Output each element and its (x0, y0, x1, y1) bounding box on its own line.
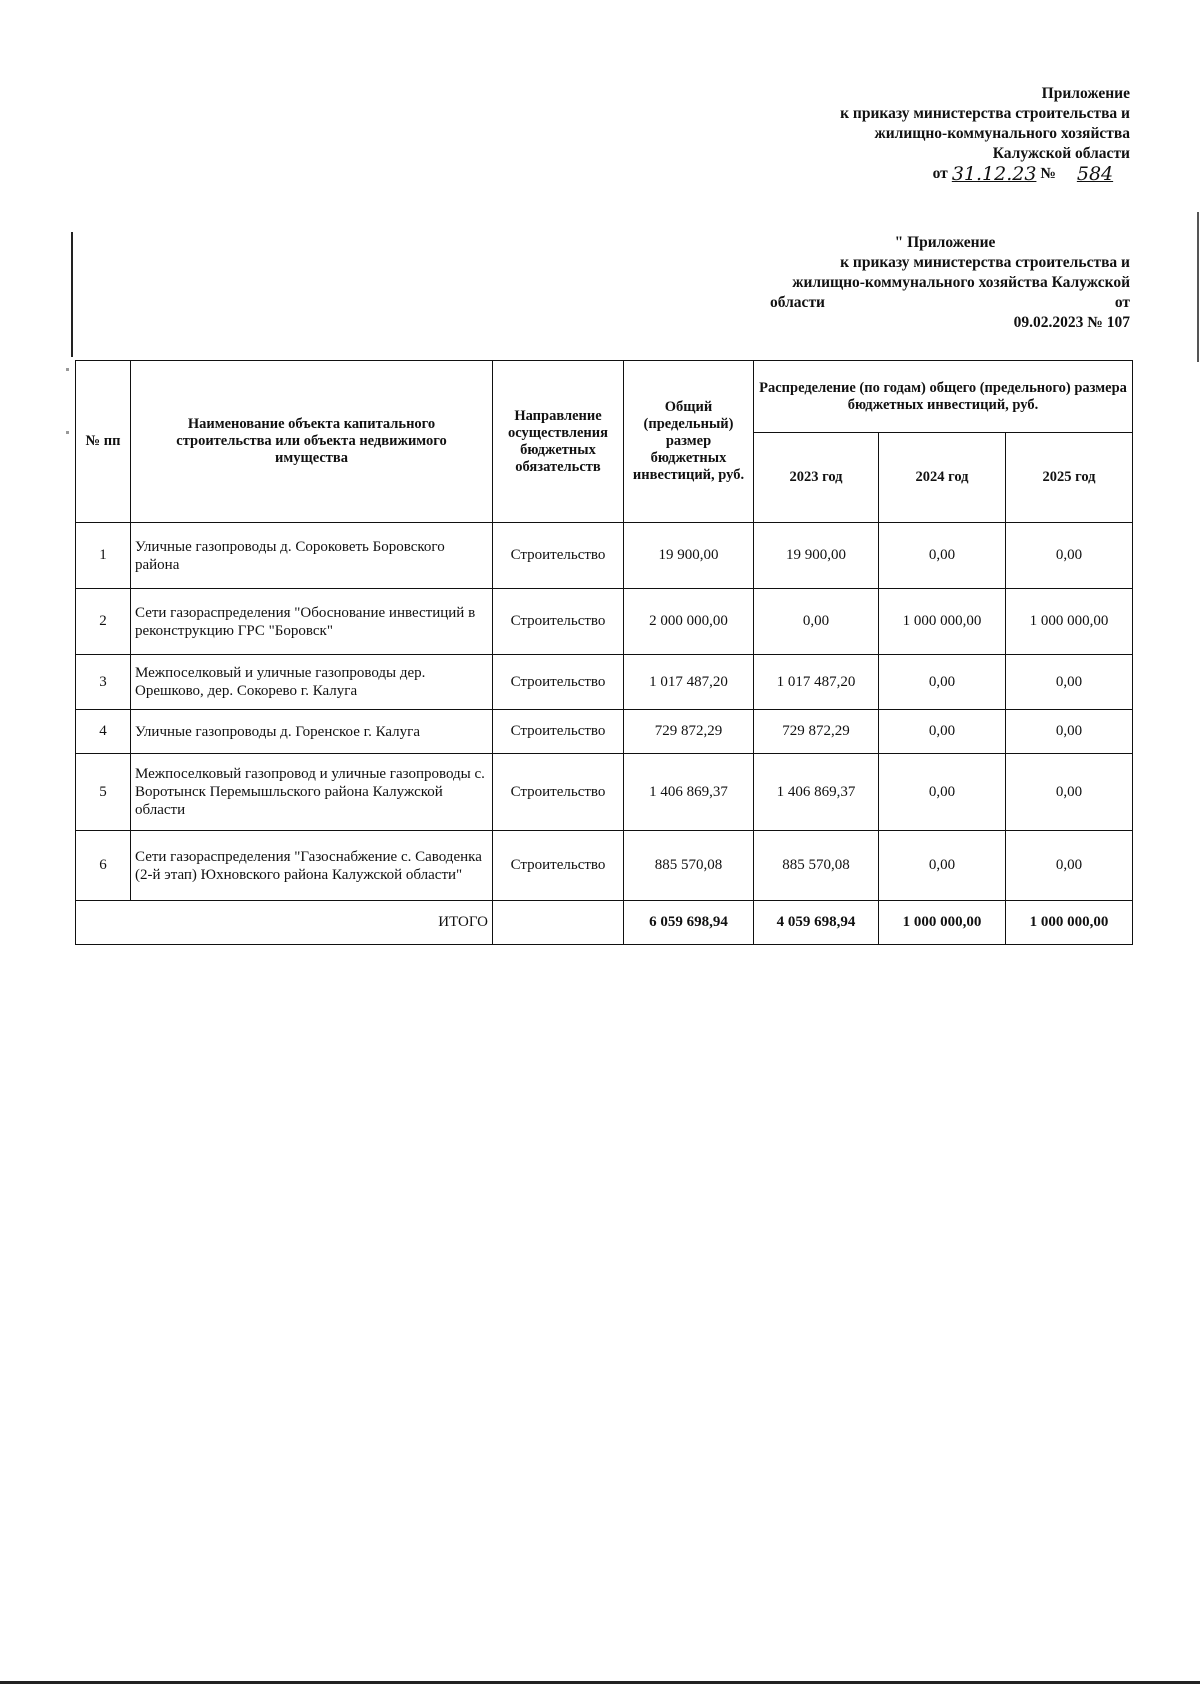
cell-2023: 0,00 (754, 589, 879, 655)
header-line: " Приложение (894, 234, 996, 251)
header-line: к приказу министерства строительства и (840, 254, 1130, 271)
cell-2023: 885 570,08 (754, 831, 879, 901)
col-header-direction: Направление осуществления бюджетных обязательств (493, 361, 624, 523)
header-line: Приложение (1041, 85, 1130, 102)
cell-2025: 1 000 000,00 (1006, 589, 1133, 655)
cell-num: 4 (76, 710, 131, 754)
col-header-2024: 2024 год (879, 433, 1006, 523)
cell-total: 885 570,08 (624, 831, 754, 901)
cell-2023: 1 406 869,37 (754, 754, 879, 831)
number-handwritten: 584 (1076, 163, 1114, 185)
cell-total: 1 406 869,37 (624, 754, 754, 831)
scan-bottom-rule (0, 1681, 1200, 1684)
approval-header (840, 84, 1130, 184)
cell-num: 1 (76, 523, 131, 589)
scan-left-rule (71, 232, 73, 357)
scan-right-rule (1197, 212, 1199, 362)
order-date-number (840, 164, 1130, 184)
date-handwritten: 31.12.23 (951, 163, 1037, 185)
cell-2024: 1 000 000,00 (879, 589, 1006, 655)
investment-table (75, 360, 1133, 945)
total-row (76, 901, 1133, 945)
scan-mark (66, 431, 69, 434)
cell-total: 1 017 487,20 (624, 655, 754, 710)
cell-name: Сети газораспределения "Газоснабжение с. Саводенка (2-й этап) Юхновского района Калужской области" (131, 831, 493, 901)
cell-2025: 0,00 (1006, 754, 1133, 831)
cell-total: 729 872,29 (624, 710, 754, 754)
header-line: жилищно-коммунального хозяйства (874, 125, 1130, 142)
date-prefix: от (932, 165, 948, 182)
cell-direction: Строительство (493, 655, 624, 710)
total-2023: 4 059 698,94 (754, 901, 879, 945)
cell-2024: 0,00 (879, 754, 1006, 831)
total-sum: 6 059 698,94 (624, 901, 754, 945)
cell-num: 3 (76, 655, 131, 710)
cell-2023: 19 900,00 (754, 523, 879, 589)
table-row (76, 710, 1133, 754)
col-header-name: Наименование объекта капитального строительства или объекта недвижимого имущества (131, 361, 493, 523)
col-header-2023: 2023 год (754, 433, 879, 523)
cell-num: 5 (76, 754, 131, 831)
cell-direction: Строительство (493, 589, 624, 655)
cell-name: Межпоселковый и уличные газопроводы дер. Орешково, дер. Сокорево г. Калуга (131, 655, 493, 710)
table-row (76, 754, 1133, 831)
header-line: жилищно-коммунального хозяйства Калужской (792, 274, 1130, 291)
col-header-num: № пп (76, 361, 131, 523)
col-header-total: Общий (предельный) размер бюджетных инвестиций, руб. (624, 361, 754, 523)
cell-2025: 0,00 (1006, 831, 1133, 901)
cell-name: Уличные газопроводы д. Горенское г. Калуга (131, 710, 493, 754)
cell-direction: Строительство (493, 754, 624, 831)
scan-mark (66, 368, 69, 371)
number-prefix: № (1040, 165, 1056, 182)
cell-2024: 0,00 (879, 523, 1006, 589)
cell-2025: 0,00 (1006, 523, 1133, 589)
header-line: Калужской области (992, 145, 1130, 162)
header-row (76, 361, 1133, 433)
previous-order-header (730, 233, 1130, 333)
cell-num: 6 (76, 831, 131, 901)
cell-2025: 0,00 (1006, 710, 1133, 754)
header-line: области от (770, 294, 1130, 311)
cell-2024: 0,00 (879, 710, 1006, 754)
cell-2023: 1 017 487,20 (754, 655, 879, 710)
cell-2024: 0,00 (879, 831, 1006, 901)
cell-total: 19 900,00 (624, 523, 754, 589)
cell-2025: 0,00 (1006, 655, 1133, 710)
total-label: ИТОГО (76, 901, 493, 945)
col-header-distribution: Распределение (по годам) общего (предельного) размера бюджетных инвестиций, руб. (754, 361, 1133, 433)
header-line: к приказу министерства строительства и (840, 105, 1130, 122)
cell-name: Сети газораспределения "Обоснование инвестиций в реконструкцию ГРС "Боровск" (131, 589, 493, 655)
cell-name: Межпоселковый газопровод и уличные газопроводы с. Воротынск Перемышльского района Калужской области (131, 754, 493, 831)
total-2024: 1 000 000,00 (879, 901, 1006, 945)
cell-direction-empty (493, 901, 624, 945)
header-line: 09.02.2023 № 107 (1013, 314, 1130, 331)
col-header-2025: 2025 год (1006, 433, 1133, 523)
cell-direction: Строительство (493, 831, 624, 901)
cell-name: Уличные газопроводы д. Сороковеть Боровского района (131, 523, 493, 589)
table-row (76, 589, 1133, 655)
cell-num: 2 (76, 589, 131, 655)
table-row (76, 655, 1133, 710)
cell-2024: 0,00 (879, 655, 1006, 710)
table-row (76, 523, 1133, 589)
total-2025: 1 000 000,00 (1006, 901, 1133, 945)
table-row (76, 831, 1133, 901)
cell-total: 2 000 000,00 (624, 589, 754, 655)
cell-direction: Строительство (493, 523, 624, 589)
cell-direction: Строительство (493, 710, 624, 754)
cell-2023: 729 872,29 (754, 710, 879, 754)
